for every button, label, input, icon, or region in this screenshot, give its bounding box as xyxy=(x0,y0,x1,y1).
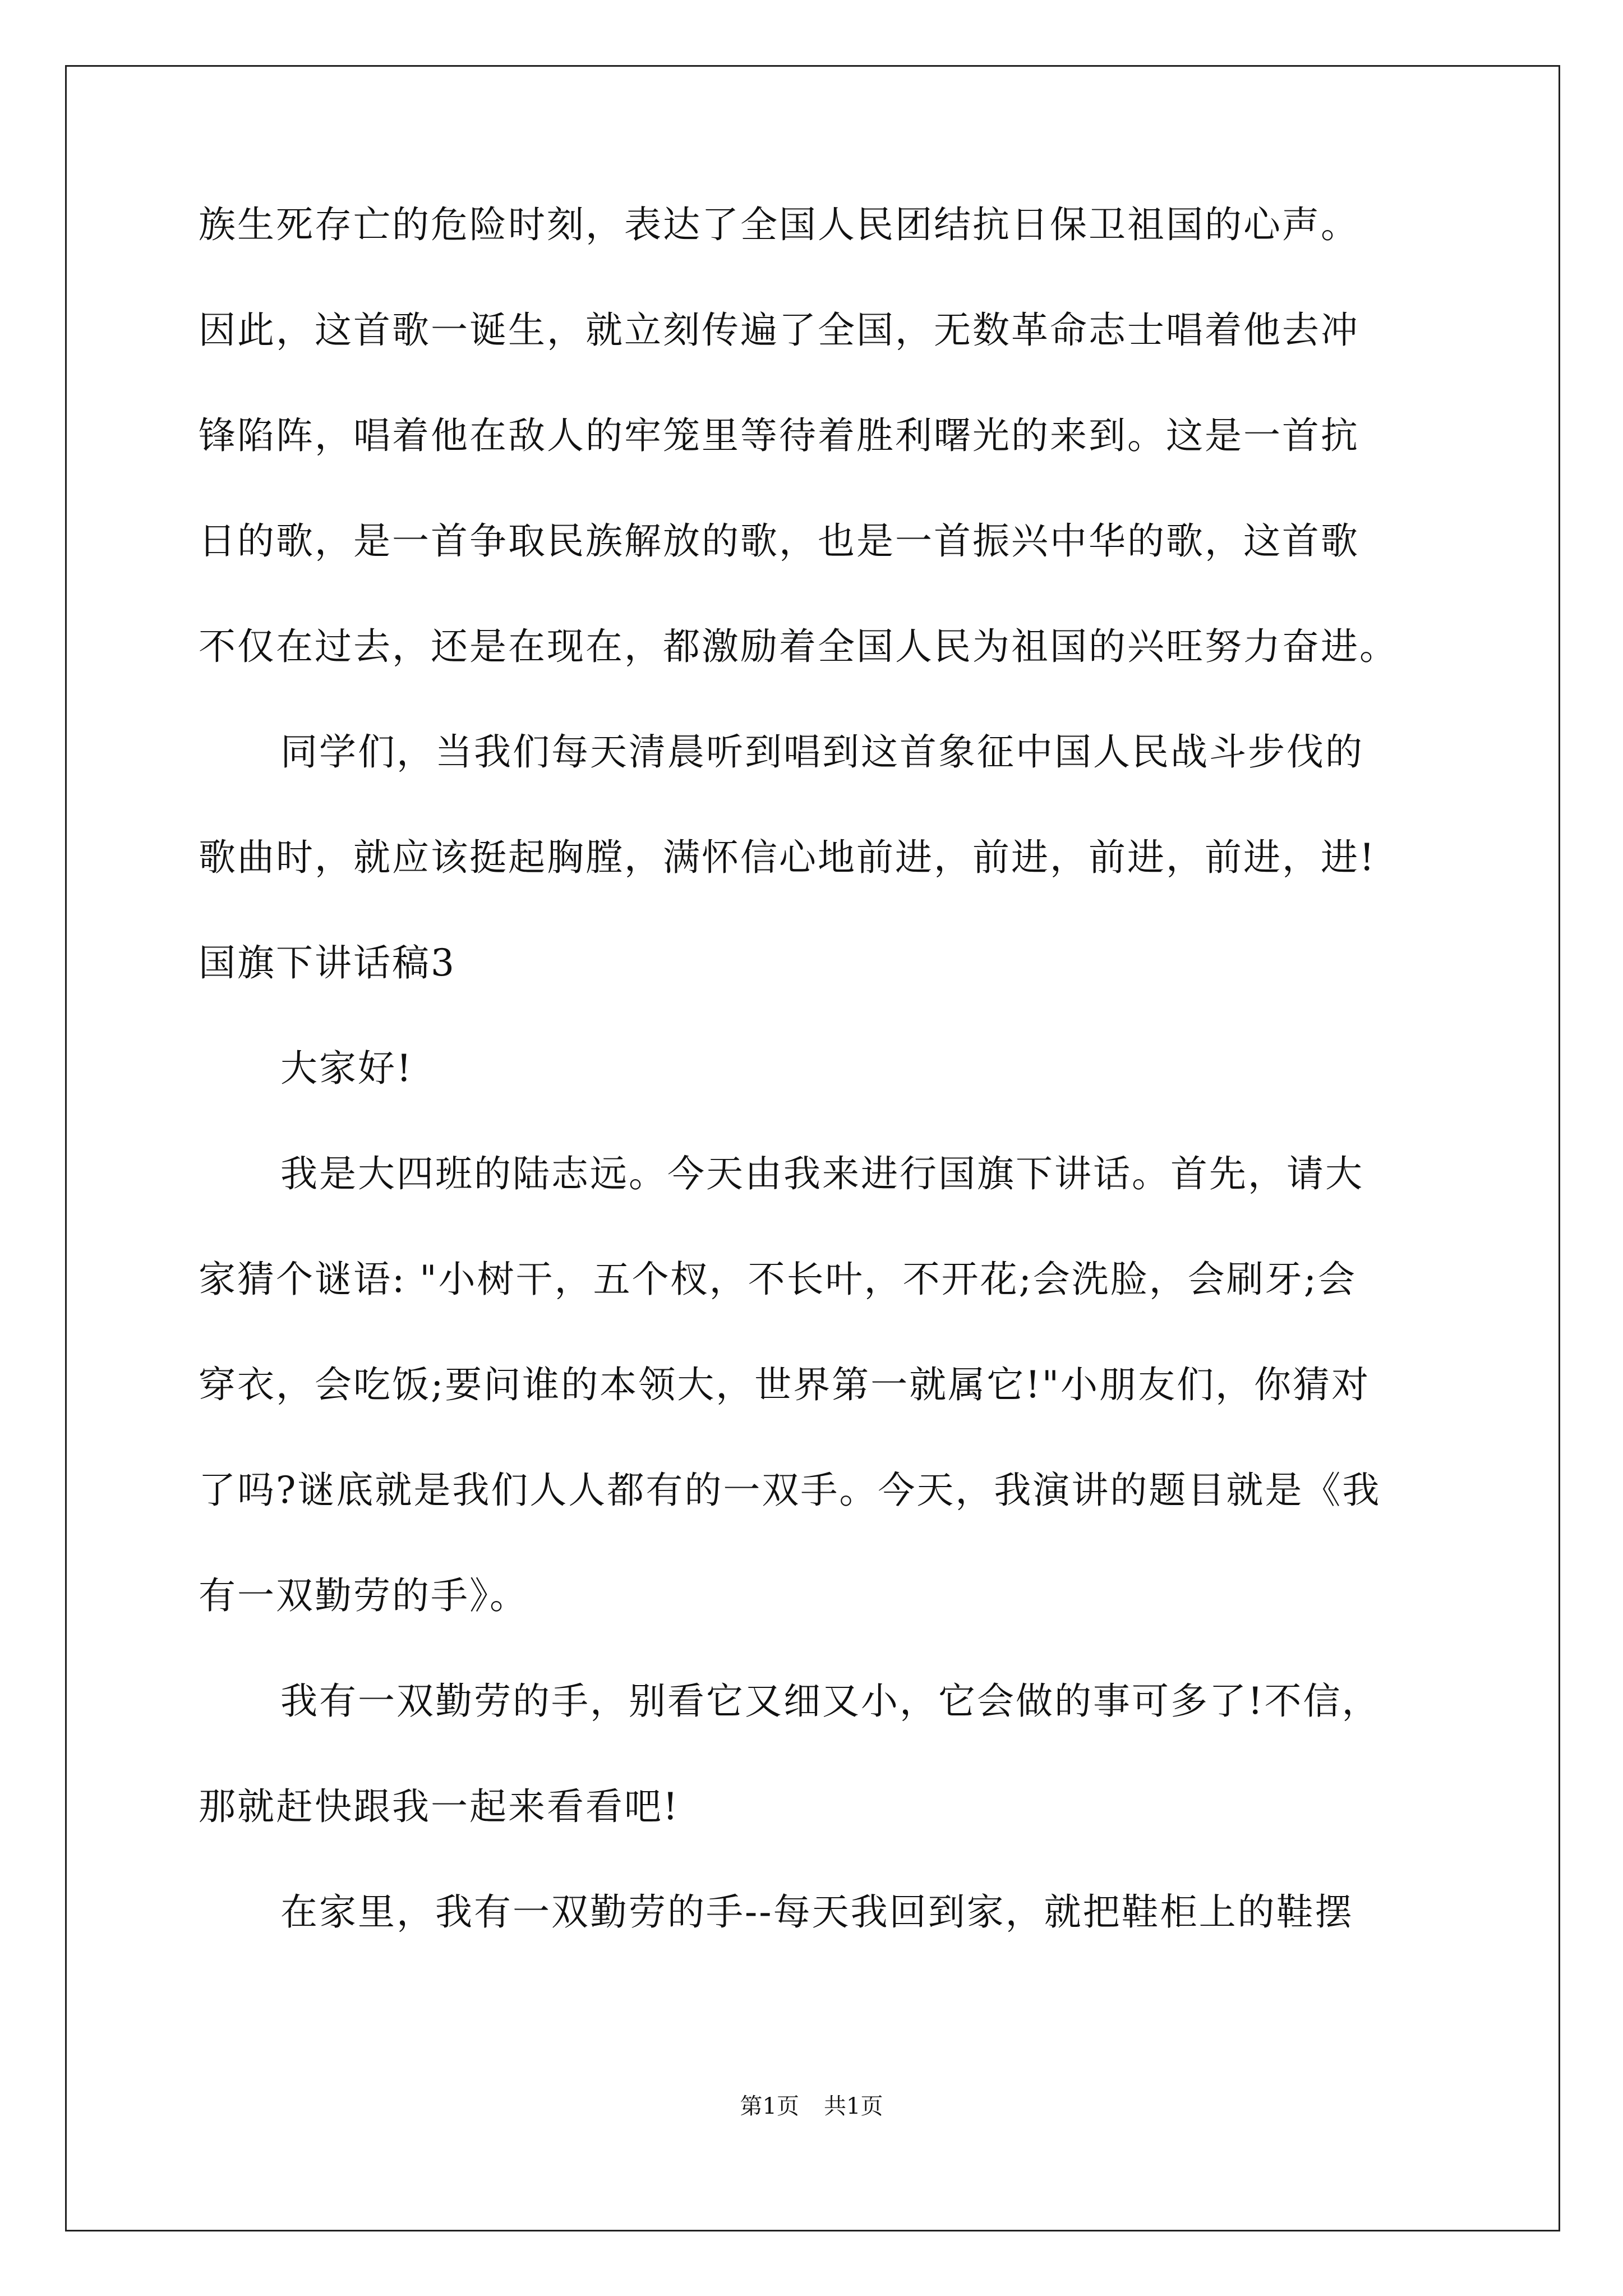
line-text: 大家好! xyxy=(280,1047,413,1090)
text-line-16 xyxy=(199,1785,1432,1894)
line-text: 穿衣，会吃饭;要问谁的本领大，世界第一就属它!"小朋友们，你猜对 xyxy=(199,1363,1371,1406)
text-line-15 xyxy=(199,1680,1432,1788)
section-heading xyxy=(199,941,1432,1050)
line-text: 不仅在过去，还是在现在，都激励着全国人民为祖国的兴旺努力奋进。 xyxy=(199,625,1398,668)
line-text: 了吗?谜底就是我们人人都有的一双手。今天，我演讲的题目就是《我 xyxy=(199,1469,1381,1512)
text-line-6 xyxy=(199,730,1432,839)
line-text: 锋陷阵，唱着他在敌人的牢笼里等待着胜利曙光的来到。这是一首抗 xyxy=(199,414,1359,457)
line-text: 家猜个谜语: "小树干，五个杈，不长叶，不开花;会洗脸，会刷牙;会 xyxy=(199,1258,1357,1301)
document-body xyxy=(199,203,1432,1999)
text-line-9 xyxy=(199,1047,1432,1156)
line-text: 同学们，当我们每天清晨听到唱到这首象征中国人民战斗步伐的 xyxy=(280,730,1364,774)
text-line-7 xyxy=(199,836,1432,945)
line-text: 在家里，我有一双勤劳的手--每天我回到家，就把鞋柜上的鞋摆 xyxy=(280,1890,1354,1934)
text-line-1 xyxy=(199,203,1432,312)
line-text: 因此，这首歌一诞生，就立刻传遍了全国，无数革命志士唱着他去冲 xyxy=(199,309,1359,352)
text-line-11 xyxy=(199,1258,1432,1366)
page-footer xyxy=(0,2095,1623,2118)
text-line-13 xyxy=(199,1469,1432,1577)
line-text: 有一双勤劳的手》。 xyxy=(199,1574,528,1617)
text-line-10 xyxy=(199,1152,1432,1261)
text-line-5 xyxy=(199,625,1432,734)
line-text: 歌曲时，就应该挺起胸膛，满怀信心地前进，前进，前进，前进，进! xyxy=(199,836,1376,879)
text-line-12 xyxy=(199,1363,1432,1472)
heading-text: 国旗下讲话稿3 xyxy=(199,941,456,984)
line-text: 那就赶快跟我一起来看看吧! xyxy=(199,1785,680,1828)
text-line-2 xyxy=(199,309,1432,417)
page-total: 共1页 xyxy=(824,2093,883,2119)
line-text: 我是大四班的陆志远。今天由我来进行国旗下讲话。首先，请大 xyxy=(280,1152,1364,1195)
line-text: 族生死存亡的危险时刻，表达了全国人民团结抗日保卫祖国的心声。 xyxy=(199,203,1359,246)
line-text: 日的歌，是一首争取民族解放的歌，也是一首振兴中华的歌，这首歌 xyxy=(199,519,1359,563)
line-text: 我有一双勤劳的手，别看它又细又小，它会做的事可多了!不信， xyxy=(280,1680,1381,1723)
text-line-17 xyxy=(199,1890,1432,1999)
page-number: 第1页 xyxy=(740,2093,799,2119)
text-line-14 xyxy=(199,1574,1432,1683)
text-line-3 xyxy=(199,414,1432,523)
text-line-4 xyxy=(199,519,1432,628)
